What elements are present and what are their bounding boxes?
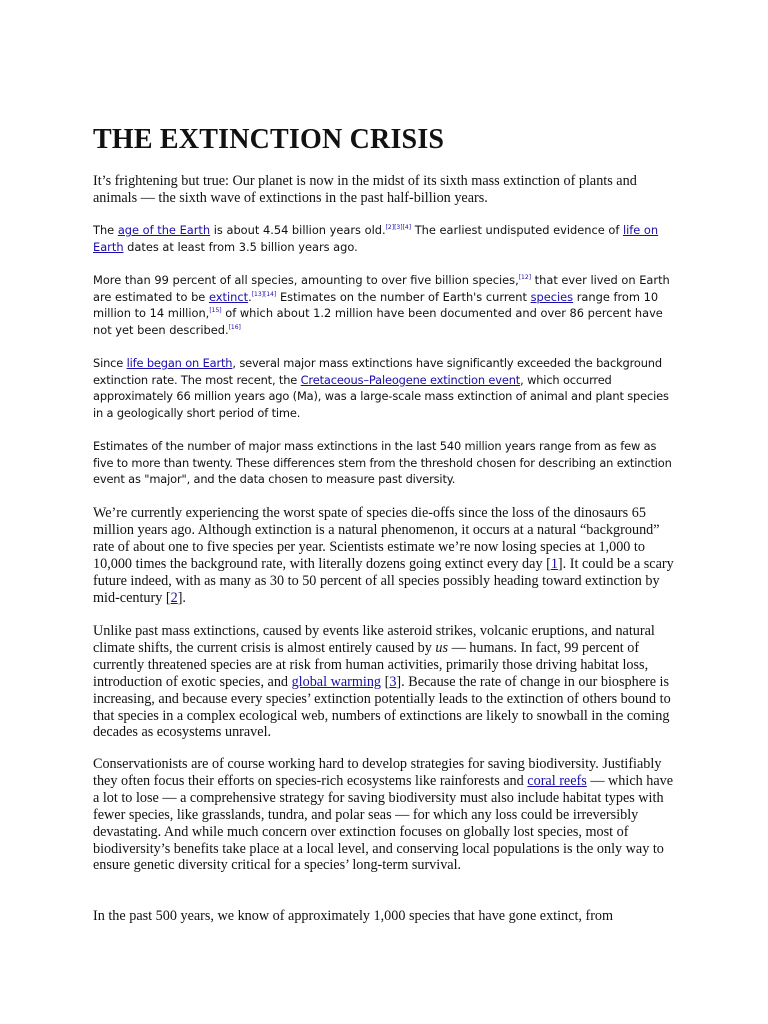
citation-12-link[interactable]: [12] — [518, 274, 532, 281]
page-title: THE EXTINCTION CRISIS — [93, 124, 445, 155]
paragraph-text: range from 10 million to 14 million, — [93, 289, 659, 321]
paragraph-text: We’re currently experiencing the worst spate of species die-offs since the loss of the dinosaurs 65 million years ago. Although extinction is a natural phenomenon, it occurs at a natural “background” rate of about one to five species per year. Scientists estimate we’re now losing species at 1,000 to 10,000 times the background rate, with literally dozens going extinct every day [ — [93, 505, 660, 572]
paragraph-text: Estimates on the number of Earth's current — [276, 289, 531, 304]
life-on-earth-link[interactable]: life on Earth — [93, 223, 659, 254]
paragraph-text: — which have a lot to lose — a comprehensive strategy for saving biodiversity must also include habitat types with fewer species, like grasslands, tundra, and polar seas — for which any loss could be irreversibly devastating. And while much concern over extinction focuses on globally lost species, most of biodiversity’s benefits take place at a local level, and conserving local populations is the only way to ensure genetic diversity critical for a species’ long-term survival. — [93, 772, 674, 874]
paragraph-text: Estimates of the number of major mass extinctions in the last 540 million years range from as few as five to more than twenty. These differences stem from the threshold chosen for describing an extinction event as "major", and the data chosen to measure past diversity. — [93, 439, 672, 487]
past-500-years-paragraph — [93, 908, 678, 925]
paragraph-text: is about 4.54 billion years old. — [210, 223, 386, 237]
paragraph-text: ]. It could be a scary future indeed, with as many as 30 to 50 percent of all species possibly heading toward extinction by mid-century [ — [93, 555, 674, 606]
paragraph-text: ]. Because the rate of change in our biosphere is increasing, and because every species’ extinction potentially leads to the extinction of others bound to that species in a complex ecological web, numbers of extinctions are likely to snowball in the coming decades as ecosystems unravel. — [93, 673, 671, 741]
paragraph-text: . — [248, 289, 252, 304]
global-warming-link[interactable]: global warming — [291, 673, 382, 690]
paragraph-text: that ever lived on Earth are estimated to be — [93, 273, 670, 304]
reference-2-link[interactable]: 2 — [170, 589, 178, 606]
human-cause-paragraph — [93, 623, 678, 741]
earth-age-paragraph — [93, 222, 678, 255]
paragraph-text: The earliest undisputed evidence of — [411, 223, 623, 237]
current-crisis-paragraph — [93, 505, 678, 606]
intro-text: It’s frightening but true: Our planet is now in the midst of its sixth mass extinction of plants and animals — the sixth wave of extinctions in the past half-billion years. — [93, 173, 637, 206]
age-of-earth-link[interactable]: age of the Earth — [117, 223, 211, 237]
paragraph-text: More than 99 percent of all species, amounting to over five billion species, — [93, 273, 519, 287]
cretaceous-paleogene-link[interactable]: Cretaceous–Paleogene extinction event — [300, 372, 521, 387]
paragraph-text: , which occurred approximately 66 million years ago (Ma), was a large-scale mass extinction of animal and plant species in a geologically short period of time. — [93, 372, 669, 420]
reference-1-link[interactable]: 1 — [550, 555, 558, 572]
intro-paragraph — [93, 173, 678, 207]
paragraph-text: dates at least from 3.5 billion years ago. — [123, 239, 358, 254]
paragraph-text: The — [93, 223, 118, 237]
species-estimate-paragraph — [93, 272, 678, 338]
citation-15-link[interactable]: [15] — [209, 307, 222, 315]
conservation-paragraph — [93, 756, 678, 874]
paragraph-text: Since — [93, 356, 127, 370]
extinct-link[interactable]: extinct — [208, 289, 249, 304]
citation-16-link[interactable]: [16] — [228, 323, 241, 331]
paragraph-text: In the past 500 years, we know of approximately 1,000 species that have gone extinct, from — [93, 908, 614, 924]
paragraph-text: — humans. In fact, 99 percent of currently threatened species are at risk from human activities, primarily those driving habitat loss, introduction of exotic species, and — [93, 639, 649, 690]
species-link[interactable]: species — [530, 289, 574, 304]
coral-reefs-link[interactable]: coral reefs — [527, 772, 587, 789]
paragraph-text: ]. — [177, 589, 186, 606]
reference-3-link[interactable]: 3 — [389, 673, 397, 690]
life-began-on-earth-link[interactable]: life began on Earth — [126, 356, 233, 370]
paragraph-text: Conservationists are of course working hard to develop strategies for saving biodiversity. Justifiably they often focus their efforts on species-rich ecosystems like rainforests and — [93, 756, 662, 789]
extinction-estimates-paragraph — [93, 438, 678, 488]
paragraph-text: Unlike past mass extinctions, caused by events like asteroid strikes, volcanic eruptions, and natural climate shifts, the current crisis is almost entirely caused by — [93, 623, 655, 656]
emphasis-us: us — [435, 639, 449, 656]
paragraph-text: of which about 1.2 million have been documented and over 86 percent have not yet been described. — [93, 306, 663, 337]
paragraph-text: , several major mass extinctions have significantly exceeded the background extinction rate. The most recent, the — [93, 356, 662, 387]
citation-13-14-link[interactable]: [13][14] — [251, 290, 277, 298]
citation-2-3-4-link[interactable]: [2][3][4] — [385, 224, 412, 231]
mass-extinctions-paragraph — [93, 355, 678, 421]
paragraph-text: [ — [381, 673, 390, 690]
